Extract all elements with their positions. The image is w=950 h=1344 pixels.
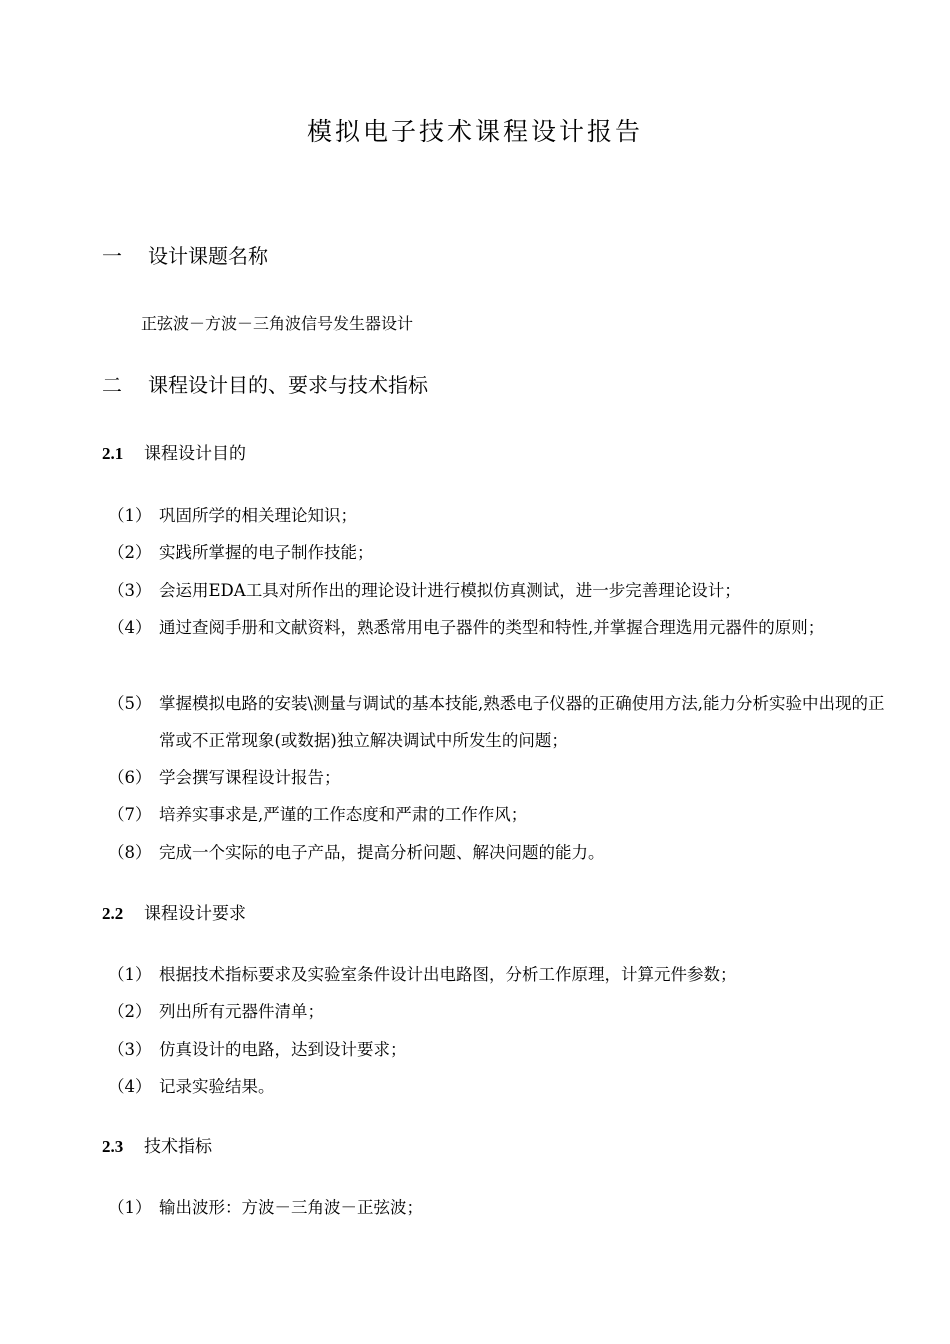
- list-item: [108, 534, 898, 571]
- list-item: [108, 685, 898, 759]
- document-title: 模拟电子技术课程设计报告: [306, 117, 643, 146]
- item-number: （3）: [108, 581, 152, 600]
- item-text: 实践所掌握的电子制作技能；: [159, 543, 374, 562]
- subsection-number: 2.3: [102, 1137, 124, 1156]
- item-number: （7）: [108, 805, 152, 824]
- item-number: （1）: [108, 965, 152, 984]
- design-topic: 正弦波－方波－三角波信号发生器设计: [141, 314, 414, 333]
- list-item: [108, 497, 898, 534]
- item-text: 通过查阅手册和文献资料，熟悉常用电子器件的类型和特性,并掌握合理选用元器件的原则；: [159, 618, 825, 637]
- item-number: （4）: [108, 1077, 152, 1096]
- section-2-heading: [102, 370, 428, 400]
- subsection-2-3-heading: [102, 1134, 212, 1160]
- subsection-title: 技术指标: [144, 1137, 212, 1157]
- list-item: [108, 993, 898, 1030]
- item-number: （5）: [108, 694, 152, 713]
- item-number: （4）: [108, 618, 152, 637]
- subsection-number: 2.1: [102, 444, 124, 463]
- item-number: （1）: [108, 506, 152, 525]
- item-text: 记录实验结果。: [159, 1077, 275, 1096]
- list-item: [108, 1189, 898, 1226]
- subsection-title: 课程设计目的: [144, 444, 246, 464]
- item-text: 列出所有元器件清单；: [159, 1002, 324, 1021]
- item-number: （3）: [108, 1040, 152, 1059]
- item-number: （8）: [108, 843, 152, 862]
- item-text: 学会撰写课程设计报告；: [159, 768, 341, 787]
- item-number: （2）: [108, 543, 152, 562]
- subsection-2-2-heading: [102, 901, 246, 927]
- list-item: [108, 796, 898, 833]
- section-number: 二: [102, 373, 122, 397]
- item-text: 完成一个实际的电子产品，提高分析问题、解决问题的能力。: [159, 843, 605, 862]
- item-text: 根据技术指标要求及实验室条件设计出电路图，分析工作原理，计算元件参数；: [159, 965, 737, 984]
- item-text: 培养实事求是,严谨的工作态度和严肃的工作作风；: [159, 805, 528, 824]
- item-text: 输出波形：方波－三角波－正弦波；: [159, 1198, 423, 1217]
- subsection-2-1-heading: [102, 441, 246, 467]
- list-item: [108, 1068, 898, 1105]
- list-item: [108, 834, 898, 871]
- item-number: （6）: [108, 768, 152, 787]
- list-item: [108, 956, 898, 993]
- section-title: 设计课题名称: [148, 244, 268, 268]
- subsection-title: 课程设计要求: [144, 904, 246, 924]
- item-number: （1）: [108, 1198, 152, 1217]
- list-item: [108, 572, 898, 609]
- item-number: （2）: [108, 1002, 152, 1021]
- section-1-heading: [102, 241, 268, 271]
- item-text: 会运用EDA工具对所作出的理论设计进行模拟仿真测试，进一步完善理论设计；: [159, 581, 741, 600]
- item-text: 仿真设计的电路，达到设计要求；: [159, 1040, 407, 1059]
- list-item: [108, 1031, 898, 1068]
- item-text: 巩固所学的相关理论知识；: [159, 506, 357, 525]
- section-title: 课程设计目的、要求与技术指标: [148, 373, 428, 397]
- section-number: 一: [102, 244, 122, 268]
- subsection-number: 2.2: [102, 904, 124, 923]
- list-item: [108, 609, 898, 646]
- item-text: 掌握模拟电路的安装\测量与调试的基本技能,熟悉电子仪器的正确使用方法,能力分析实验中出现的正常或不正常现象(或数据)独立解决调试中所发生的问题；: [159, 694, 885, 750]
- list-item: [108, 759, 898, 796]
